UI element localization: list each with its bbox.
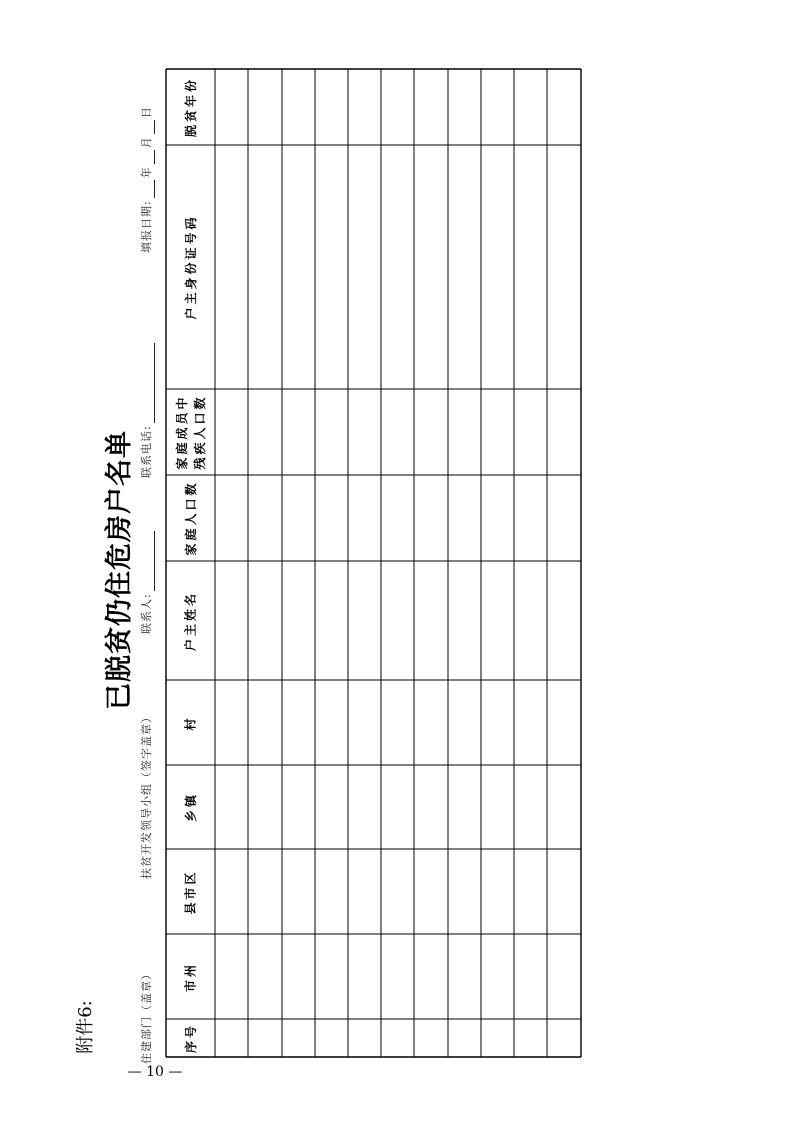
header-city: 市州 [183, 961, 198, 992]
header-township: 乡镇 [183, 792, 198, 823]
phone-label-text: 联系电话: [140, 425, 153, 478]
phone-field [139, 318, 155, 478]
contact-blank [154, 531, 155, 591]
dept-label-text: 住建部门（盖章） [140, 968, 153, 1064]
header-disabled-members [173, 392, 209, 472]
group-label-text: 扶贫开发领导小组（签字盖章） [140, 711, 153, 879]
phone-blank [154, 343, 155, 423]
header-id-number: 户主身份证号码 [183, 214, 198, 320]
contact-label-text: 联系人: [140, 593, 153, 634]
dept-stamp-label [139, 914, 155, 1064]
header-poverty-exit-year: 脱贫年份 [183, 77, 198, 138]
header-disabled-line2: 残疾人口数 [192, 394, 207, 470]
page-number: — 10 — [127, 1064, 183, 1080]
date-field [139, 103, 155, 253]
group-signature-label [139, 669, 155, 879]
year-text: 年 [140, 166, 153, 179]
attachment-label: 附件6: [75, 1000, 96, 1054]
date-label-text: 填报日期: [140, 200, 153, 253]
document-title: 已脱贫仍住危房户名单 [104, 430, 135, 710]
day-blank [154, 120, 155, 134]
header-family-size: 家庭人口数 [183, 480, 198, 556]
header-village: 村 [183, 715, 198, 731]
month-text: 月 [140, 136, 153, 149]
year-blank [154, 180, 155, 198]
month-blank [154, 150, 155, 164]
header-householder-name: 户主姓名 [183, 590, 198, 651]
day-text: 日 [140, 106, 153, 119]
contact-field [139, 514, 155, 634]
header-county: 县市区 [183, 869, 198, 915]
header-disabled-line1: 家庭成员中 [174, 394, 189, 470]
header-serial-number: 序号 [183, 1023, 198, 1054]
